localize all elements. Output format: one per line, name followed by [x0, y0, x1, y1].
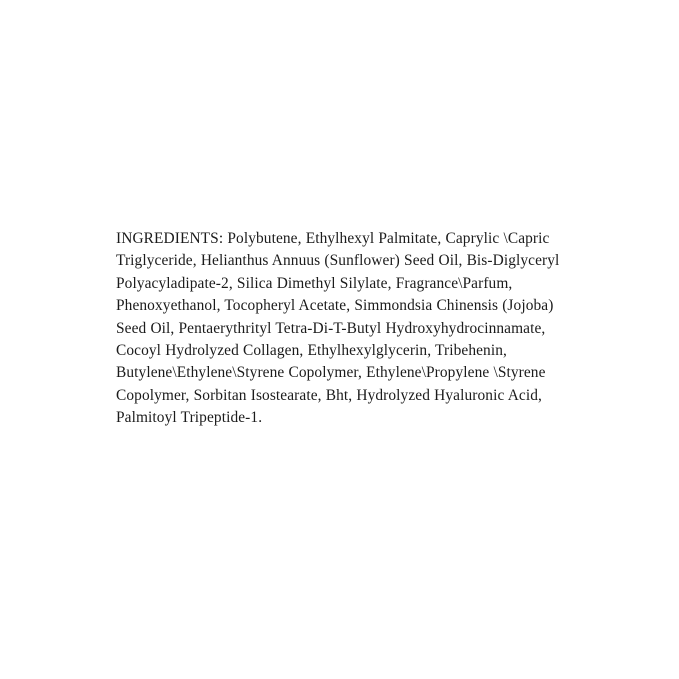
ingredients-paragraph: INGREDIENTS: Polybutene, Ethylhexyl Palmitate, Caprylic \Capric Triglyceride, Helianthus Annuus (Sunflower) Seed Oil, Bis-Diglyceryl Polyacyladipate-2, Silica Dimethyl Silylate, Fragrance\Parfum, Phenoxyethanol, Tocopheryl Acetate, Simmondsia Chinensis (Jojoba) Seed Oil, Pentaerythrityl Tetra-Di-T-Butyl Hydroxyhydrocinnamate, Cocoyl Hydrolyzed Collagen, Ethylhexylglycerin, Tribehenin, Butylene\Ethylene\Styrene Copolymer, Ethylene\Propylene \Styrene Copolymer, Sorbitan Isostearate, Bht, Hydrolyzed Hyaluronic Acid, Palmitoyl Tripeptide-1.: [116, 230, 564, 427]
ingredients-block: [116, 228, 568, 430]
